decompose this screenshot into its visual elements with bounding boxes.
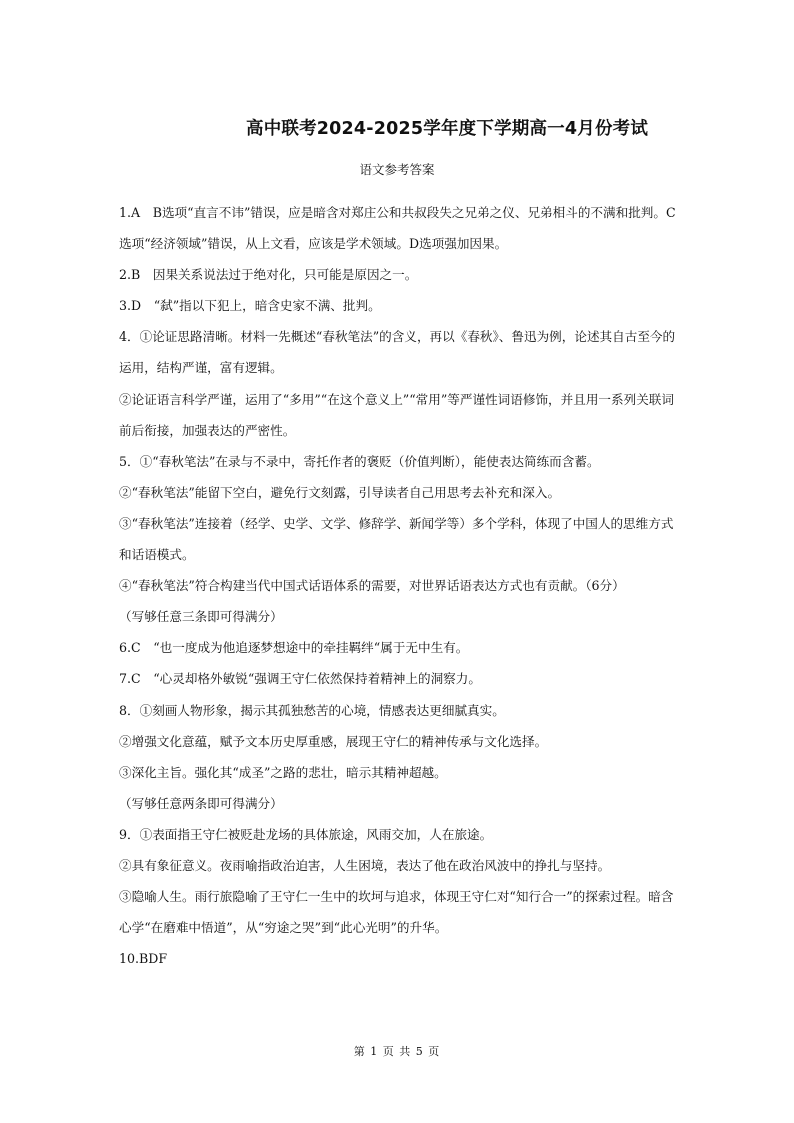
answer-paragraph: ③深化主旨。强化其“成圣”之路的悲壮，暗示其精神超越。 (119, 764, 447, 780)
answer-paragraph: 3.D “弑”指以下犯上，暗含史家不满、批判。 (119, 298, 381, 314)
answer-paragraph: （写够任意两条即可得满分） (119, 795, 283, 811)
answer-paragraph: ②“春秋笔法”能留下空白，避免行文刻露，引导读者自己用思考去补充和深入。 (119, 484, 561, 500)
answer-paragraph: 4．①论证思路清晰。材料一先概述“春秋笔法”的含义，再以《春秋》、鲁迅为例，论述其自古至今的运用，结构严谨，富有逻辑。 (119, 329, 676, 376)
answer-paragraph: 2.B 因果关系说法过于绝对化，只可能是原因之一。 (119, 267, 418, 283)
answer-paragraph: 5．①“春秋笔法”在录与不录中，寄托作者的褒贬（价值判断），能使表达简练而含蓄。 (119, 453, 600, 469)
page-footer: 第 1 页 共 5 页 (353, 1045, 441, 1058)
answer-paragraph: ②增强文化意蕴，赋予文本历史厚重感，展现王守仁的精神传承与文化选择。 (119, 733, 548, 749)
answer-body (119, 197, 679, 974)
answer-paragraph: ②具有象征意义。夜雨喻指政治迫害，人生困境，表达了他在政治风波中的挣扎与坚持。 (119, 857, 611, 873)
answer-paragraph: ③“春秋笔法”连接着（经学、史学、文学、修辞学、新闻学等）多个学科，体现了中国人的思维方式和话语模式。 (119, 515, 674, 563)
document-subtitle: 语文参考答案 (359, 162, 435, 177)
document-title: 高中联考2024-2025学年度下学期高一4月份考试 (246, 119, 649, 139)
answer-paragraph: ②论证语言科学严谨，运用了“多用”“在这个意义上”“常用”等严谨性词语修饰，并且用一系列关联词前后衔接，加强表达的严密性。 (119, 391, 674, 438)
answer-paragraph: ④“春秋笔法”符合构建当代中国式话语体系的需要，对世界话语表达方式也有贡献。（6分） (119, 578, 625, 594)
answer-paragraph: 6.C “也一度成为他追逐梦想途中的牵挂羁绊“属于无中生有。 (119, 640, 469, 656)
answer-paragraph: （写够任意三条即可得满分） (119, 609, 283, 625)
answer-paragraph: 1.A B选项“直言不讳”错误，应是暗含对郑庄公和共叔段失之兄弟之仪、兄弟相斗的不满和批判。C选项“经济领域”错误，从上文看，应该是学术领域。D选项强加因果。 (119, 205, 676, 252)
answer-paragraph: ③隐喻人生。雨行旅隐喻了王守仁一生中的坎坷与追求，体现王守仁对“知行合一”的探索过程。暗含心学“在磨难中悟道”，从“穷途之哭”到“此心光明”的升华。 (119, 889, 674, 936)
answer-paragraph: 8．①刻画人物形象，揭示其孤独愁苦的心境，情感表达更细腻真实。 (119, 702, 505, 718)
answer-paragraph: 9．①表面指王守仁被贬赴龙场的具体旅途，风雨交加，人在旅途。 (119, 826, 493, 842)
answer-paragraph: 7.C “心灵却格外敏锐“强调王守仁依然保持着精神上的洞察力。 (119, 671, 481, 687)
answer-paragraph: 10.BDF (119, 951, 168, 967)
